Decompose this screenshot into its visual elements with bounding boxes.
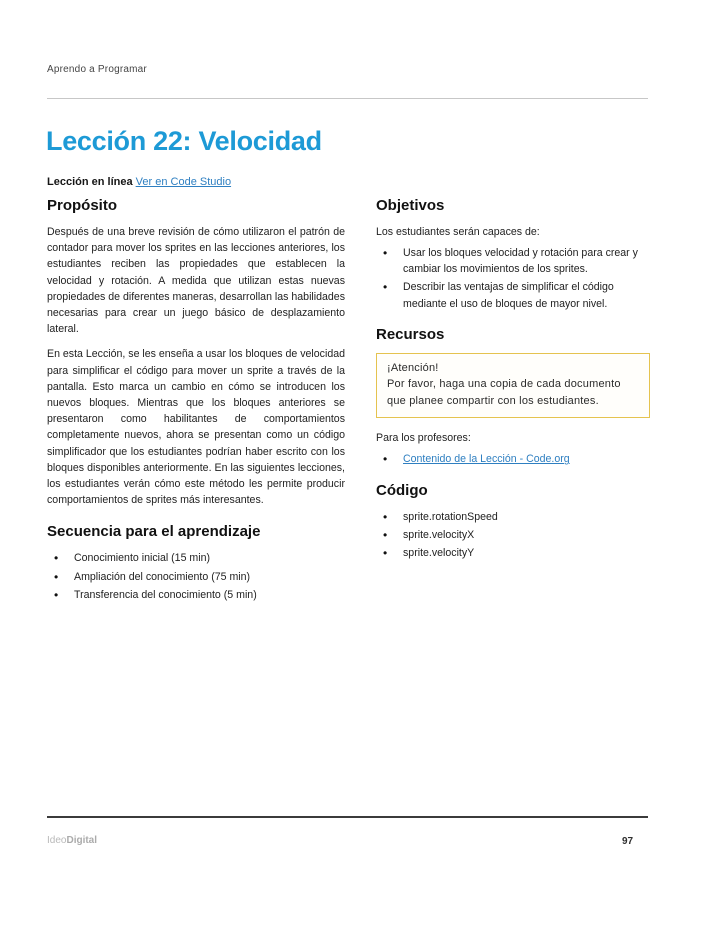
list-item [376, 451, 650, 467]
teachers-label: Para los profesores: [376, 432, 471, 445]
content-columns [47, 197, 650, 607]
codigo-heading: Código [376, 481, 428, 499]
warning-title: ¡Atención! [387, 361, 439, 374]
footer-brand-bold: Digital [66, 835, 98, 846]
proposito-paragraph-1: Después de una breve revisión de cómo utilizaron el patrón de contador para mover los sprites en las lecciones anteriores, los estudiantes reciben las propiedades que establecen la velocidad y rotación. A medida que utilizan estas nuevas propiedades de diferentes maneras, desarrollan las habilidades necesarias para crear un juego básico de desplazamiento lateral. [47, 226, 345, 336]
proposito-heading: Propósito [47, 197, 117, 214]
objetivos-heading: Objetivos [376, 197, 445, 214]
teachers-list [376, 451, 650, 467]
left-column [47, 197, 345, 607]
footer-brand-normal: Ideo [47, 835, 67, 846]
right-column [376, 197, 650, 565]
code-studio-link[interactable]: Ver en Code Studio [135, 176, 232, 188]
secuencia-heading: Secuencia para el aprendizaje [47, 523, 261, 541]
secuencia-list [47, 550, 345, 603]
document-header: Aprendo a Programar [47, 64, 147, 75]
footer-divider [47, 816, 648, 818]
list-item: • Conocimiento inicial (15 min) [47, 550, 345, 566]
footer-brand [47, 835, 97, 846]
lesson-online-label: Lección en línea [47, 176, 133, 188]
lesson-online-line [47, 176, 231, 188]
proposito-paragraph-2: En esta Lección, se les enseña a usar los bloques de velocidad para simplificar el código para mover un sprite a través de la pantalla. Esto marca un cambio en cómo se introducen los nuevos bloques. Mientras que los bloques anteriores se presentaron como habilitantes de comportamientos completamente nuevos, ahora se presentan como un código simplificador que los estudiantes podrían haber escrito con los bloques disponibles anteriormente. En las siguientes lecciones, los estudiantes verán cómo este método les permite producir comportamientos de sprites más interesantes. [47, 348, 345, 507]
page-number: 97 [622, 836, 634, 847]
attention-warning-box [376, 353, 650, 419]
warning-body: Por favor, haga una copia de cada documento que planee compartir con los estudiantes. [387, 378, 621, 407]
lesson-content-link[interactable]: Contenido de la Lección - Code.org [403, 453, 570, 466]
list-item: • Ampliación del conocimiento (75 min) [47, 569, 345, 585]
list-item: • sprite.velocityX [376, 527, 650, 543]
objetivos-intro: Los estudiantes serán capaces de: [376, 226, 540, 238]
header-divider [47, 98, 648, 99]
codigo-list [376, 509, 650, 562]
objetivos-list [376, 245, 650, 312]
list-item: • sprite.velocityY [376, 545, 650, 561]
list-item: • sprite.rotationSpeed [376, 509, 650, 525]
list-item: • Describir las ventajas de simplificar el código mediante el uso de bloques de mayor nivel. [376, 279, 650, 311]
list-item: • Usar los bloques velocidad y rotación para crear y cambiar los movimientos de los sprites. [376, 245, 650, 277]
list-item: • Transferencia del conocimiento (5 min) [47, 587, 345, 603]
recursos-heading: Recursos [376, 325, 445, 343]
page-title: Lección 22: Velocidad [46, 126, 322, 156]
